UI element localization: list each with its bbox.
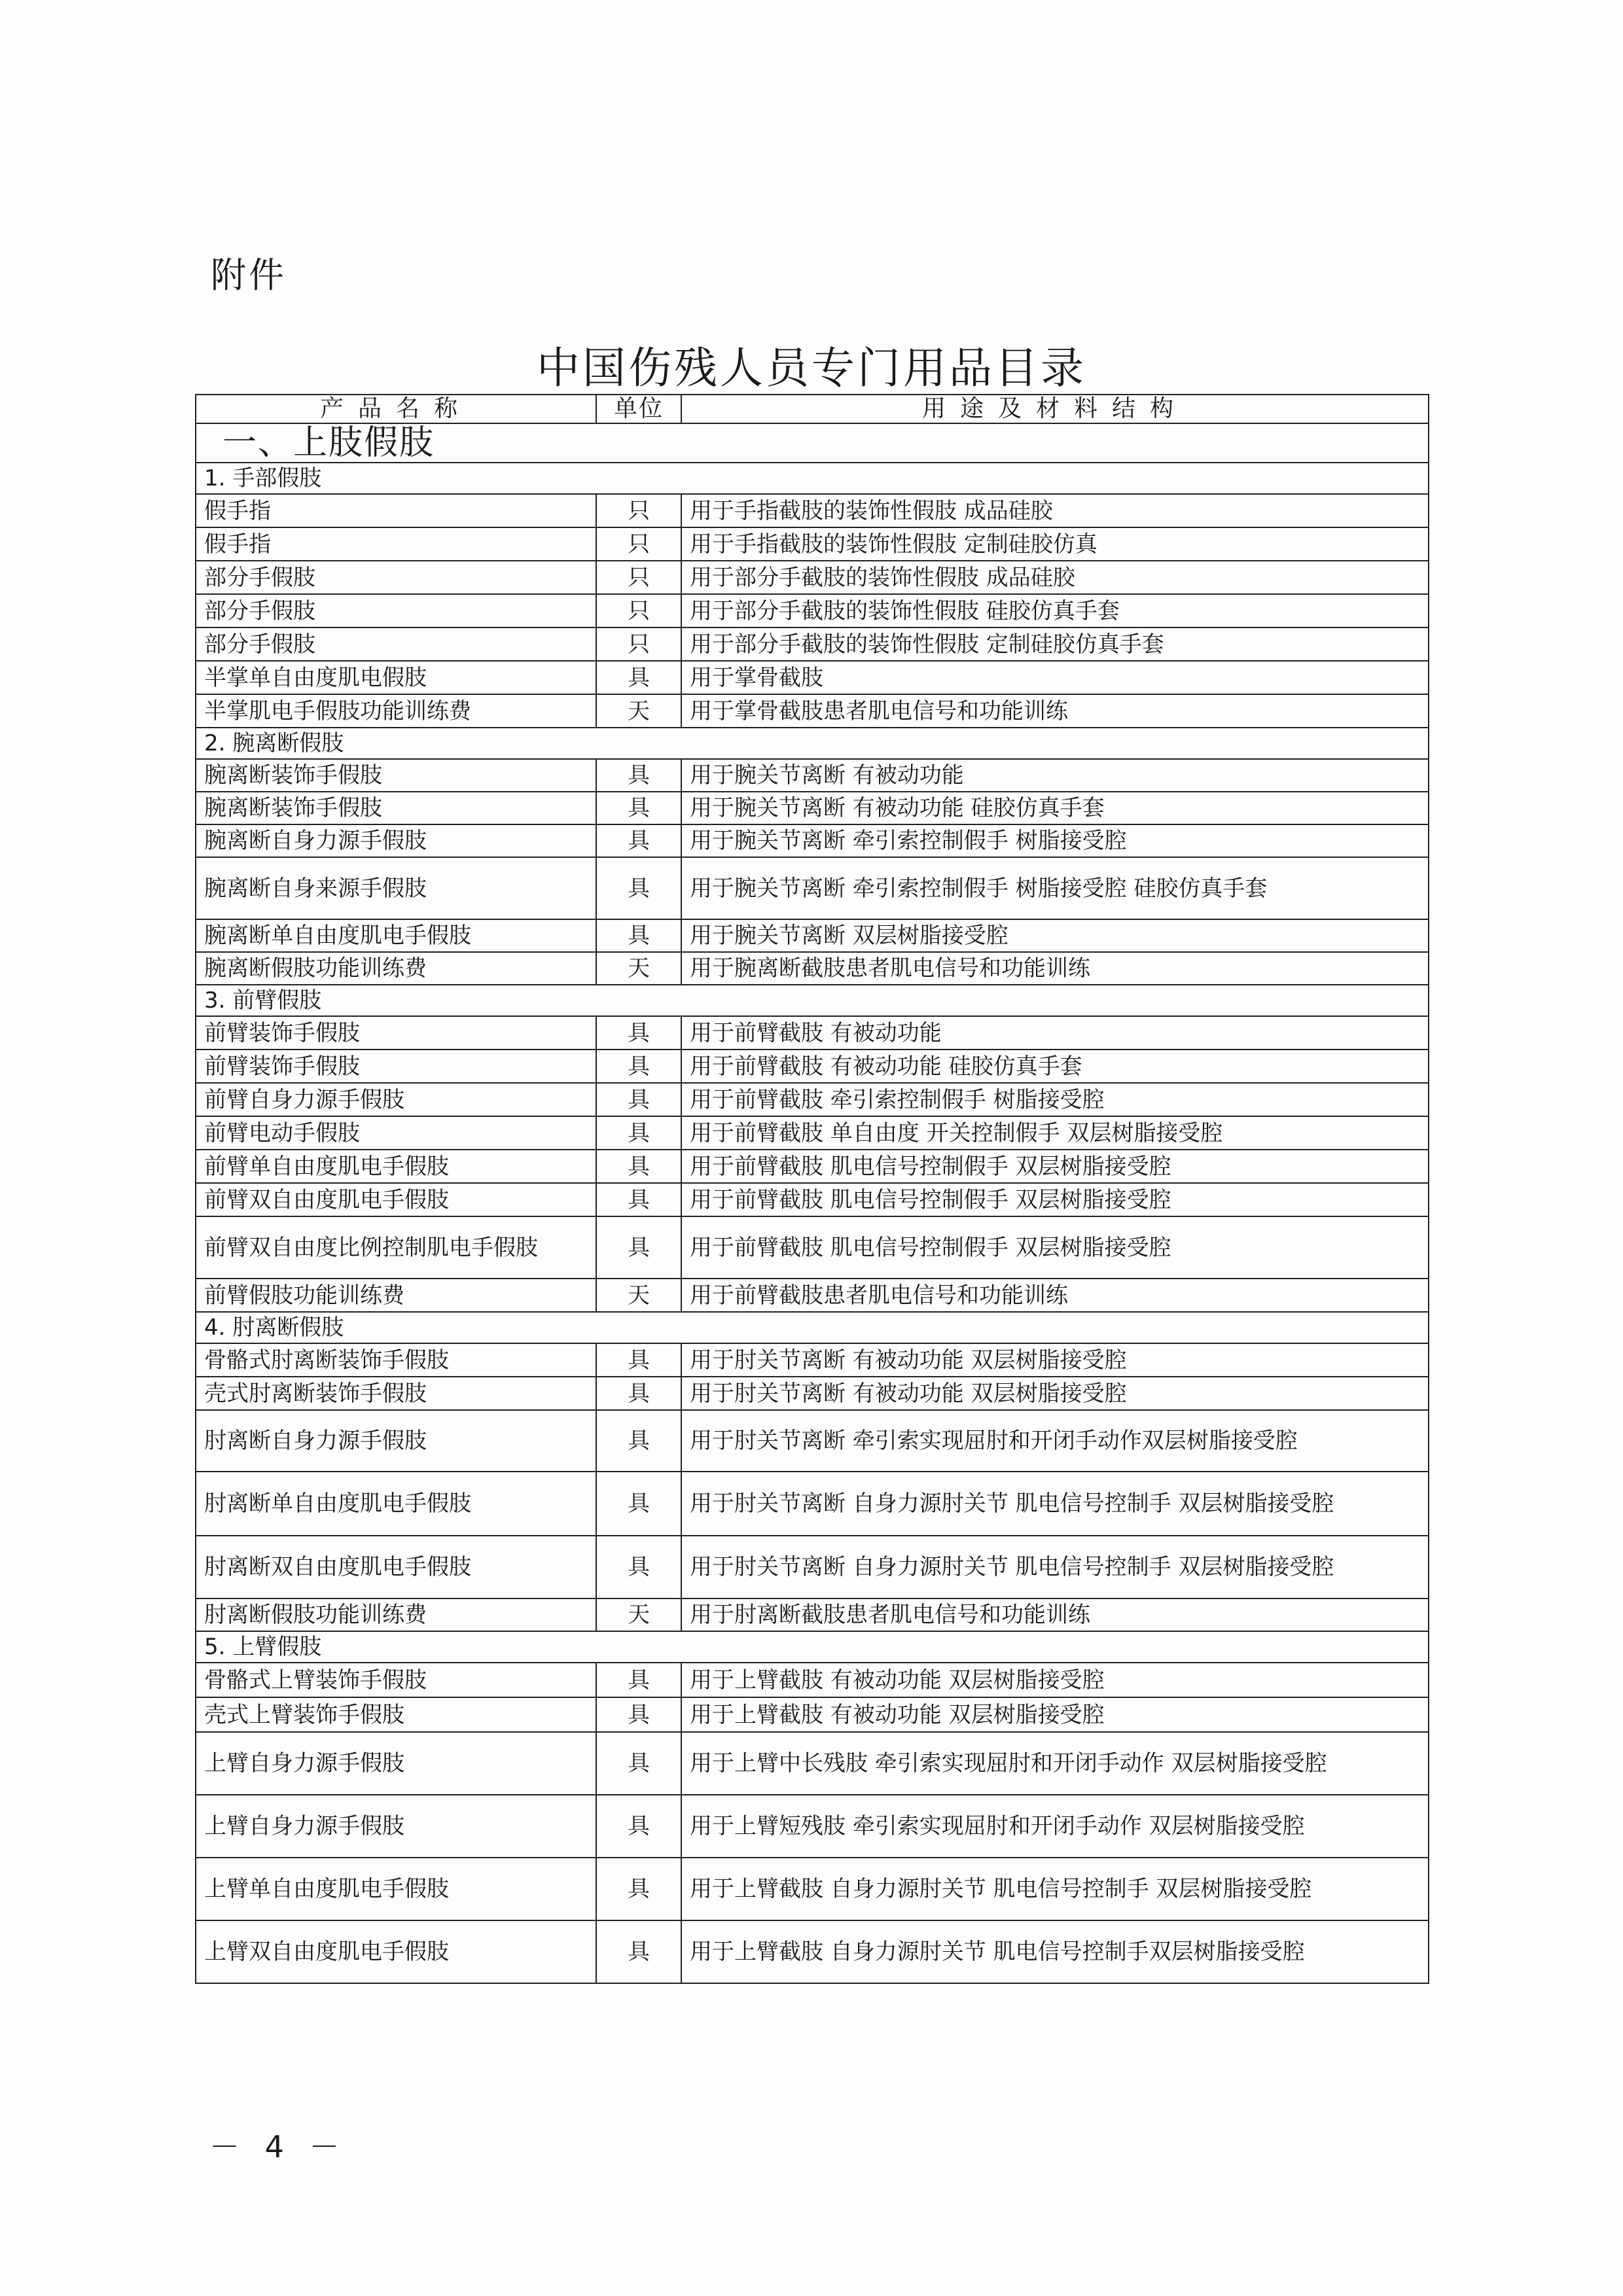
product-name: 肘离断双自由度肌电手假肢 <box>196 1536 596 1598</box>
table-row <box>196 1279 1429 1312</box>
desc-cell: 用于掌骨截肢患者肌电信号和功能训练 <box>681 694 1429 728</box>
desc-cell: 用于腕离断截肢患者肌电信号和功能训练 <box>681 952 1429 985</box>
unit-cell: 具 <box>596 1732 681 1795</box>
table-row <box>196 594 1429 627</box>
group-row <box>196 728 1429 759</box>
header-unit: 单位 <box>596 395 681 423</box>
group-title: 5. 上臂假肢 <box>196 1631 1429 1663</box>
unit-cell: 具 <box>596 1472 681 1536</box>
product-name: 假手指 <box>196 527 596 561</box>
unit-cell: 具 <box>596 1016 681 1050</box>
attachment-label: 附件 <box>211 255 287 296</box>
unit-cell: 具 <box>596 1858 681 1920</box>
unit-cell: 具 <box>596 1795 681 1858</box>
desc-cell: 用于肘关节离断 自身力源肘关节 肌电信号控制手 双层树脂接受腔 <box>681 1472 1429 1536</box>
desc-cell: 用于上臂截肢 有被动功能 双层树脂接受腔 <box>681 1663 1429 1697</box>
product-name: 上臂自身力源手假肢 <box>196 1732 596 1795</box>
unit-cell: 只 <box>596 494 681 527</box>
product-name: 前臂电动手假肢 <box>196 1116 596 1150</box>
desc-cell: 用于前臂截肢 肌电信号控制假手 双层树脂接受腔 <box>681 1150 1429 1183</box>
unit-cell: 只 <box>596 627 681 661</box>
product-name: 前臂双自由度比例控制肌电手假肢 <box>196 1216 596 1279</box>
unit-cell: 具 <box>596 1377 681 1410</box>
table-row <box>196 1697 1429 1732</box>
section-title: 一、上肢假肢 <box>196 423 1429 463</box>
product-name: 上臂双自由度肌电手假肢 <box>196 1920 596 1983</box>
product-name: 半掌单自由度肌电假肢 <box>196 661 596 694</box>
product-name: 前臂假肢功能训练费 <box>196 1279 596 1312</box>
table-row <box>196 1795 1429 1858</box>
table-row <box>196 1150 1429 1183</box>
table-row <box>196 1858 1429 1920</box>
unit-cell: 具 <box>596 919 681 952</box>
desc-cell: 用于腕关节离断 牵引索控制假手 树脂接受腔 硅胶仿真手套 <box>681 857 1429 919</box>
table-row <box>196 1472 1429 1536</box>
group-title: 2. 腕离断假肢 <box>196 728 1429 759</box>
product-name: 骨骼式上臂装饰手假肢 <box>196 1663 596 1697</box>
table-row <box>196 759 1429 792</box>
table-row <box>196 1536 1429 1598</box>
section-row <box>196 423 1429 463</box>
product-name: 腕离断假肢功能训练费 <box>196 952 596 985</box>
desc-cell: 用于上臂截肢 有被动功能 双层树脂接受腔 <box>681 1697 1429 1732</box>
unit-cell: 只 <box>596 561 681 594</box>
desc-cell: 用于腕关节离断 有被动功能 <box>681 759 1429 792</box>
table-row <box>196 494 1429 527</box>
table-row <box>196 1377 1429 1410</box>
table-row <box>196 1732 1429 1795</box>
table-row <box>196 792 1429 824</box>
unit-cell: 只 <box>596 594 681 627</box>
unit-cell: 具 <box>596 1663 681 1697</box>
unit-cell: 具 <box>596 759 681 792</box>
product-name: 骨骼式肘离断装饰手假肢 <box>196 1343 596 1377</box>
table-row <box>196 694 1429 728</box>
desc-cell: 用于前臂截肢 肌电信号控制假手 双层树脂接受腔 <box>681 1183 1429 1216</box>
unit-cell: 具 <box>596 1183 681 1216</box>
desc-cell: 用于部分手截肢的装饰性假肢 成品硅胶 <box>681 561 1429 594</box>
desc-cell: 用于前臂截肢患者肌电信号和功能训练 <box>681 1279 1429 1312</box>
product-name: 腕离断装饰手假肢 <box>196 792 596 824</box>
table-row <box>196 1216 1429 1279</box>
table-row <box>196 1183 1429 1216</box>
table-row <box>196 1083 1429 1116</box>
desc-cell: 用于前臂截肢 有被动功能 <box>681 1016 1429 1050</box>
desc-cell: 用于部分手截肢的装饰性假肢 定制硅胶仿真手套 <box>681 627 1429 661</box>
desc-cell: 用于上臂截肢 自身力源肘关节 肌电信号控制手 双层树脂接受腔 <box>681 1858 1429 1920</box>
catalog-table <box>195 394 1429 1984</box>
table-row <box>196 952 1429 985</box>
product-name: 肘离断单自由度肌电手假肢 <box>196 1472 596 1536</box>
product-name: 肘离断假肢功能训练费 <box>196 1598 596 1631</box>
desc-cell: 用于前臂截肢 肌电信号控制假手 双层树脂接受腔 <box>681 1216 1429 1279</box>
header-desc: 用途及材料结构 <box>681 395 1429 423</box>
desc-cell: 用于手指截肢的装饰性假肢 成品硅胶 <box>681 494 1429 527</box>
desc-cell: 用于腕关节离断 双层树脂接受腔 <box>681 919 1429 952</box>
desc-cell: 用于上臂中长残肢 牵引索实现屈肘和开闭手动作 双层树脂接受腔 <box>681 1732 1429 1795</box>
desc-cell: 用于腕关节离断 有被动功能 硅胶仿真手套 <box>681 792 1429 824</box>
group-row <box>196 463 1429 494</box>
table-row <box>196 561 1429 594</box>
document-title: 中国伤残人员专门用品目录 <box>537 343 1086 393</box>
group-row <box>196 1312 1429 1343</box>
unit-cell: 具 <box>596 792 681 824</box>
table-row <box>196 527 1429 561</box>
unit-cell: 天 <box>596 952 681 985</box>
product-name: 腕离断自身来源手假肢 <box>196 857 596 919</box>
table-row <box>196 1016 1429 1050</box>
product-name: 腕离断单自由度肌电手假肢 <box>196 919 596 952</box>
unit-cell: 具 <box>596 661 681 694</box>
desc-cell: 用于前臂截肢 牵引索控制假手 树脂接受腔 <box>681 1083 1429 1116</box>
product-name: 壳式肘离断装饰手假肢 <box>196 1377 596 1410</box>
desc-cell: 用于肘关节离断 有被动功能 双层树脂接受腔 <box>681 1377 1429 1410</box>
desc-cell: 用于前臂截肢 有被动功能 硅胶仿真手套 <box>681 1050 1429 1083</box>
unit-cell: 具 <box>596 1083 681 1116</box>
unit-cell: 具 <box>596 1216 681 1279</box>
desc-cell: 用于肘离断截肢患者肌电信号和功能训练 <box>681 1598 1429 1631</box>
unit-cell: 天 <box>596 1279 681 1312</box>
table-row <box>196 661 1429 694</box>
unit-cell: 天 <box>596 694 681 728</box>
product-name: 前臂自身力源手假肢 <box>196 1083 596 1116</box>
product-name: 假手指 <box>196 494 596 527</box>
desc-cell: 用于部分手截肢的装饰性假肢 硅胶仿真手套 <box>681 594 1429 627</box>
table-row <box>196 1920 1429 1983</box>
product-name: 部分手假肢 <box>196 561 596 594</box>
product-name: 部分手假肢 <box>196 594 596 627</box>
product-name: 腕离断装饰手假肢 <box>196 759 596 792</box>
group-row <box>196 1631 1429 1663</box>
product-name: 部分手假肢 <box>196 627 596 661</box>
group-title: 4. 肘离断假肢 <box>196 1312 1429 1343</box>
unit-cell: 具 <box>596 1150 681 1183</box>
table-row <box>196 919 1429 952</box>
table-header-row <box>196 395 1429 423</box>
desc-cell: 用于前臂截肢 单自由度 开关控制假手 双层树脂接受腔 <box>681 1116 1429 1150</box>
desc-cell: 用于上臂短残肢 牵引索实现屈肘和开闭手动作 双层树脂接受腔 <box>681 1795 1429 1858</box>
table-row <box>196 1410 1429 1472</box>
desc-cell: 用于肘关节离断 牵引索实现屈肘和开闭手动作双层树脂接受腔 <box>681 1410 1429 1472</box>
product-name: 前臂装饰手假肢 <box>196 1016 596 1050</box>
group-title: 1. 手部假肢 <box>196 463 1429 494</box>
desc-cell: 用于手指截肢的装饰性假肢 定制硅胶仿真 <box>681 527 1429 561</box>
unit-cell: 天 <box>596 1598 681 1631</box>
unit-cell: 具 <box>596 1920 681 1983</box>
table-row <box>196 824 1429 857</box>
header-name: 产品名称 <box>196 395 596 423</box>
table-row <box>196 1116 1429 1150</box>
desc-cell: 用于肘关节离断 自身力源肘关节 肌电信号控制手 双层树脂接受腔 <box>681 1536 1429 1598</box>
product-name: 上臂单自由度肌电手假肢 <box>196 1858 596 1920</box>
table-row <box>196 1050 1429 1083</box>
group-row <box>196 985 1429 1016</box>
product-name: 前臂双自由度肌电手假肢 <box>196 1183 596 1216</box>
unit-cell: 具 <box>596 1050 681 1083</box>
product-name: 上臂自身力源手假肢 <box>196 1795 596 1858</box>
group-title: 3. 前臂假肢 <box>196 985 1429 1016</box>
table-row <box>196 857 1429 919</box>
unit-cell: 具 <box>596 1697 681 1732</box>
unit-cell: 具 <box>596 857 681 919</box>
unit-cell: 具 <box>596 1536 681 1598</box>
product-name: 腕离断自身力源手假肢 <box>196 824 596 857</box>
desc-cell: 用于肘关节离断 有被动功能 双层树脂接受腔 <box>681 1343 1429 1377</box>
desc-cell: 用于掌骨截肢 <box>681 661 1429 694</box>
desc-cell: 用于上臂截肢 自身力源肘关节 肌电信号控制手双层树脂接受腔 <box>681 1920 1429 1983</box>
product-name: 半掌肌电手假肢功能训练费 <box>196 694 596 728</box>
table-row <box>196 1343 1429 1377</box>
table-row <box>196 627 1429 661</box>
product-name: 壳式上臂装饰手假肢 <box>196 1697 596 1732</box>
desc-cell: 用于腕关节离断 牵引索控制假手 树脂接受腔 <box>681 824 1429 857</box>
unit-cell: 具 <box>596 1410 681 1472</box>
product-name: 前臂装饰手假肢 <box>196 1050 596 1083</box>
product-name: 前臂单自由度肌电手假肢 <box>196 1150 596 1183</box>
unit-cell: 具 <box>596 1116 681 1150</box>
product-name: 肘离断自身力源手假肢 <box>196 1410 596 1472</box>
page-number: － 4 － <box>209 2129 348 2164</box>
table-row <box>196 1598 1429 1631</box>
unit-cell: 具 <box>596 1343 681 1377</box>
table-row <box>196 1663 1429 1697</box>
unit-cell: 只 <box>596 527 681 561</box>
unit-cell: 具 <box>596 824 681 857</box>
